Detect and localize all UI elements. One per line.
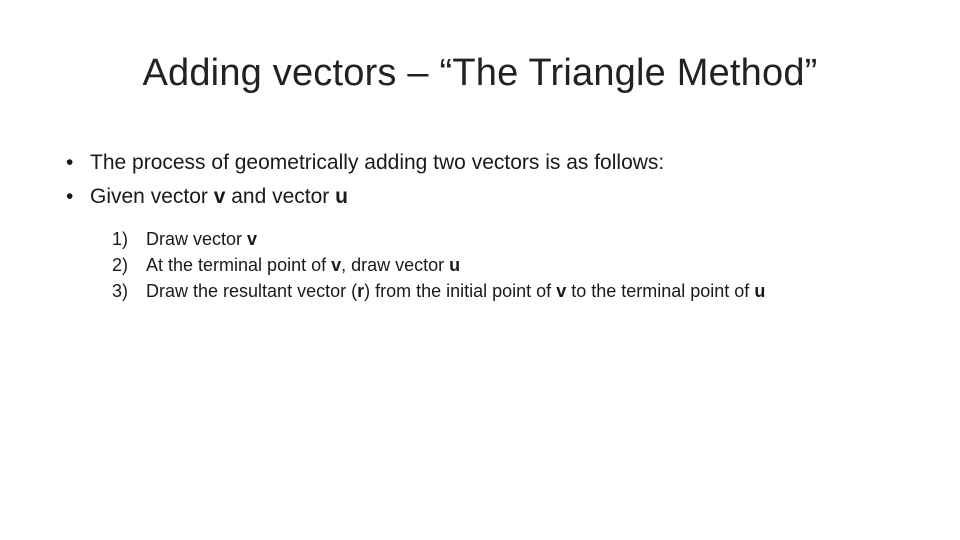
- step-text-part: Draw vector: [146, 229, 248, 249]
- step-text-part: to the terminal point of: [566, 281, 755, 301]
- slide-title: Adding vectors – “The Triangle Method”: [142, 52, 818, 94]
- step-item-3: [112, 278, 902, 304]
- bullet-symbol: •: [66, 151, 74, 174]
- vector-v-label: v: [213, 185, 226, 208]
- vector-v-label: v: [556, 281, 567, 301]
- step-number: 2): [112, 255, 129, 275]
- bullet-item-given: [66, 180, 926, 214]
- vector-u-label: u: [335, 185, 348, 208]
- bullet-item-process: [66, 146, 926, 180]
- steps-list: [112, 226, 902, 304]
- bullet-text: The process of geometrically adding two vectors is as follows:: [90, 151, 665, 174]
- vector-r-label: r: [357, 281, 365, 301]
- step-number: 1): [112, 229, 129, 249]
- step-text: [146, 252, 902, 278]
- step-number: 3): [112, 281, 129, 301]
- step-text-part: ) from the initial point of: [364, 281, 557, 301]
- step-text-part: At the terminal point of: [146, 255, 332, 275]
- step-item-2: [112, 252, 902, 278]
- step-text-part: Draw the resultant vector (: [146, 281, 358, 301]
- step-text: [146, 278, 902, 304]
- vector-v-label: v: [247, 229, 258, 249]
- vector-u-label: u: [754, 281, 766, 301]
- step-item-1: [112, 226, 902, 252]
- step-text: [146, 226, 902, 252]
- step-text-part: , draw vector: [341, 255, 450, 275]
- vector-v-label: v: [331, 255, 342, 275]
- bullet-text: Given vector: [90, 185, 214, 208]
- bullet-symbol: •: [66, 185, 74, 208]
- bullet-text: and vector: [225, 185, 336, 208]
- vector-u-label: u: [449, 255, 461, 275]
- bullet-list: [66, 146, 926, 214]
